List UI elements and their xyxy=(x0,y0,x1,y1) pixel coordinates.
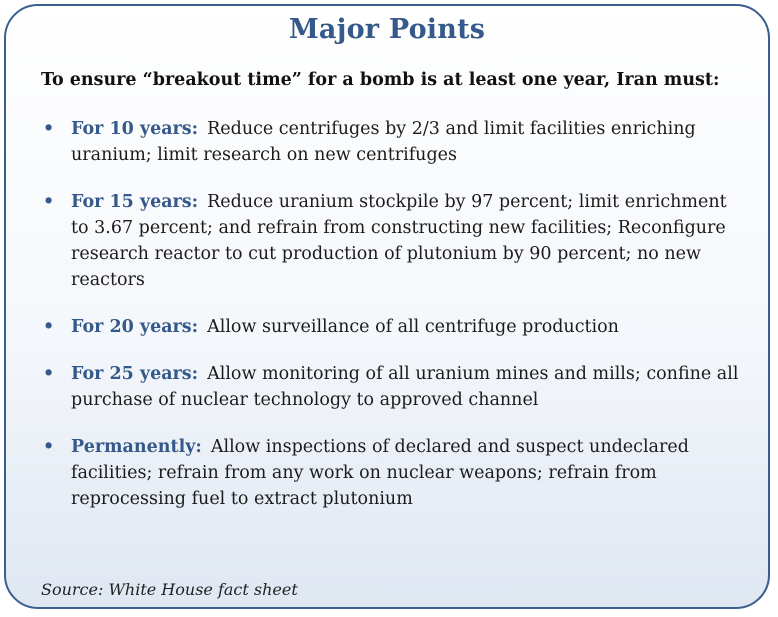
source-note: Source: White House fact sheet xyxy=(41,580,298,599)
point-period: For 25 years: xyxy=(71,364,199,384)
list-item xyxy=(40,116,740,168)
list-item xyxy=(40,434,740,512)
point-period: For 15 years: xyxy=(71,192,199,212)
list-item xyxy=(40,361,740,413)
card-title: Major Points xyxy=(288,14,486,45)
bullet-icon: • xyxy=(43,119,55,139)
point-text: Reduce centrifuges by 2/3 and limit facilities enriching uranium; limit research on new centrifuges xyxy=(71,119,696,165)
bullet-icon: • xyxy=(43,317,55,337)
list-item xyxy=(40,314,740,340)
bullet-icon: • xyxy=(43,364,55,384)
point-text: Reduce uranium stockpile by 97 percent; limit enrichment to 3.67 percent; and refrain from constructing new facilities; Reconfigure research reactor to cut production of plutonium by 90 percent; no new reactors xyxy=(71,192,727,290)
point-text: Allow inspections of declared and suspect undeclared facilities; refrain from any work on nuclear weapons; refrain from reprocessing fuel to extract plutonium xyxy=(71,437,689,509)
point-period: Permanently: xyxy=(71,437,202,457)
points-list xyxy=(40,116,740,533)
major-points-card xyxy=(4,4,770,609)
point-text: Allow monitoring of all uranium mines and mills; confine all purchase of nuclear technology to approved channel xyxy=(71,364,739,410)
list-item xyxy=(40,189,740,293)
point-text: Allow surveillance of all centrifuge production xyxy=(207,317,619,337)
bullet-icon: • xyxy=(43,437,55,457)
intro-text: To ensure “breakout time” for a bomb is at least one year, Iran must: xyxy=(41,70,720,90)
point-period: For 20 years: xyxy=(71,317,199,337)
point-period: For 10 years: xyxy=(71,119,199,139)
bullet-icon: • xyxy=(43,192,55,212)
